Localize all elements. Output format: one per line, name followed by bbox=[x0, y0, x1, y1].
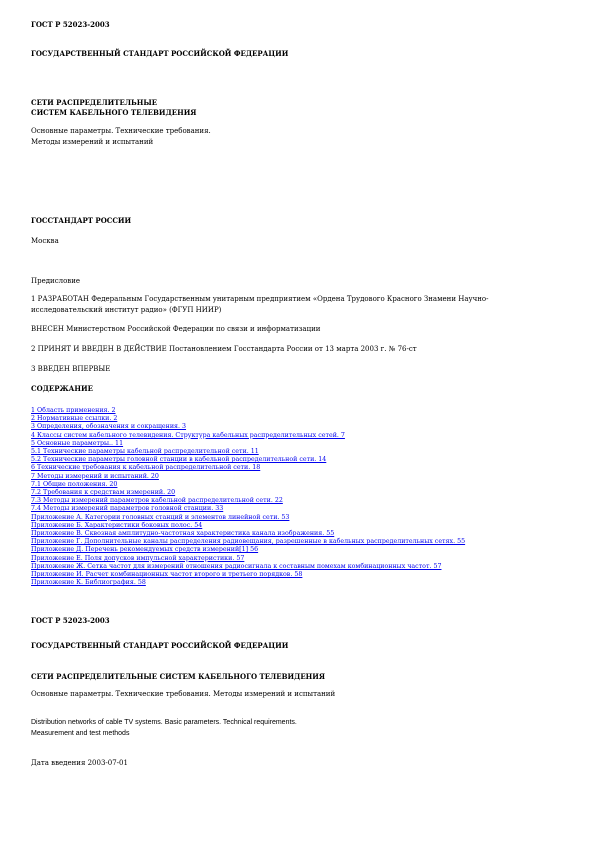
toc-link[interactable]: 5.1 Технические параметры кабельной распределительной сети. 11 bbox=[31, 448, 259, 456]
toc-link[interactable]: Приложение Ж. Сетка частот для измерений отношения радиосигнала к составным помехам комбинационных частот. 57 bbox=[31, 562, 442, 570]
toc-link[interactable]: Приложение В. Сквозная амплитудно-частотная характеристика канала изображения. 55 bbox=[31, 530, 335, 538]
preface-item-3: 3 ВВЕДЕН ВПЕРВЫЕ bbox=[31, 365, 111, 373]
toc-link[interactable]: 7.1 Общие положения. 20 bbox=[31, 480, 118, 488]
standard-title-2: ГОСУДАРСТВЕННЫЙ СТАНДАРТ РОССИЙСКОЙ ФЕДЕРАЦИИ bbox=[31, 641, 289, 650]
standard-title: ГОСУДАРСТВЕННЫЙ СТАНДАРТ РОССИЙСКОЙ ФЕДЕРАЦИИ bbox=[31, 49, 289, 58]
subtitle-line-2: Методы измерений и испытаний bbox=[31, 138, 154, 146]
toc-link[interactable]: 7.3 Методы измерений параметров кабельной распределительной сети. 22 bbox=[31, 497, 283, 505]
introduction-date: Дата введения 2003-07-01 bbox=[31, 759, 128, 767]
preface-introduced: ВНЕСЕН Министерством Российской Федерации по связи и информатизации bbox=[31, 325, 321, 333]
toc-link[interactable]: 7.4 Методы измерений параметров головной станции. 33 bbox=[31, 505, 224, 513]
preface-item-1-line-1: 1 РАЗРАБОТАН Федеральным Государственным унитарным предприятием «Ордена Трудового Красного Знамени Научно- bbox=[31, 295, 489, 303]
standard-code: ГОСТ Р 52023-2003 bbox=[31, 20, 110, 29]
table-of-contents bbox=[31, 407, 571, 587]
toc-link[interactable]: 4 Классы систем кабельного телевидения. Структура кабельных распределительных сетей. 7 bbox=[31, 431, 345, 439]
publisher: ГОССТАНДАРТ РОССИИ bbox=[31, 216, 132, 225]
toc-link[interactable]: 3 Определения, обозначения и сокращения. 3 bbox=[31, 423, 187, 431]
toc-link[interactable]: 7 Методы измерений и испытаний. 20 bbox=[31, 472, 159, 480]
toc-link[interactable]: 2 Нормативные ссылки. 2 bbox=[31, 415, 118, 423]
preface-item-1-line-2: исследовательский институт радио» (ФГУП НИИР) bbox=[31, 306, 222, 314]
toc-link[interactable]: 5.2 Технические параметры головной станции в кабельной распределительной сети. 14 bbox=[31, 456, 327, 464]
toc-link[interactable]: Приложение К. Библиография. 58 bbox=[31, 579, 146, 587]
toc-link[interactable]: 7.2 Требования к средствам измерений. 20 bbox=[31, 489, 176, 497]
full-subtitle: Основные параметры. Технические требования. Методы измерений и испытаний bbox=[31, 690, 336, 698]
preface-heading: Предисловие bbox=[31, 277, 81, 285]
english-title-line-2: Measurement and test methods bbox=[31, 730, 130, 737]
full-title: СЕТИ РАСПРЕДЕЛИТЕЛЬНЫЕ СИСТЕМ КАБЕЛЬНОГО ТЕЛЕВИДЕНИЯ bbox=[31, 672, 326, 681]
toc-link[interactable]: 6 Технические требования к кабельной распределительной сети. 18 bbox=[31, 464, 261, 472]
title-line-1: СЕТИ РАСПРЕДЕЛИТЕЛЬНЫЕ bbox=[31, 98, 158, 107]
toc-link[interactable]: 5 Основные параметры.. 11 bbox=[31, 439, 124, 447]
english-title-line-1: Distribution networks of cable TV systems. Basic parameters. Technical requirements. bbox=[31, 719, 297, 726]
toc-link[interactable]: Приложение А. Категории головных станций и элементов линейной сети. 53 bbox=[31, 513, 290, 521]
toc-link[interactable]: Приложение Е. Поля допусков импульсной характеристики. 57 bbox=[31, 554, 245, 562]
toc-link[interactable]: Приложение Г. Дополнительные каналы распределения радиовещания, разрешенные в кабельных распределительных сетях. 55 bbox=[31, 538, 466, 546]
city: Москва bbox=[31, 237, 59, 245]
toc-link[interactable]: Приложение Д. Перечень рекомендуемых средств измерений[1] 56 bbox=[31, 546, 259, 554]
toc-link[interactable]: Приложение Б. Характеристики боковых полос. 54 bbox=[31, 521, 203, 529]
title-line-2: СИСТЕМ КАБЕЛЬНОГО ТЕЛЕВИДЕНИЯ bbox=[31, 108, 197, 117]
subtitle-line-1: Основные параметры. Технические требования. bbox=[31, 127, 211, 135]
toc-link[interactable]: 1 Область применения. 2 bbox=[31, 407, 116, 414]
preface-item-2: 2 ПРИНЯТ И ВВЕДЕН В ДЕЙСТВИЕ Постановлением Госстандарта России от 13 марта 2003 г. № 76-ст bbox=[31, 345, 417, 353]
toc-link[interactable]: Приложение И. Расчет комбинационных частот второго и третьего порядков. 58 bbox=[31, 571, 303, 579]
standard-code-2: ГОСТ Р 52023-2003 bbox=[31, 616, 110, 625]
contents-heading: СОДЕРЖАНИЕ bbox=[31, 384, 93, 393]
